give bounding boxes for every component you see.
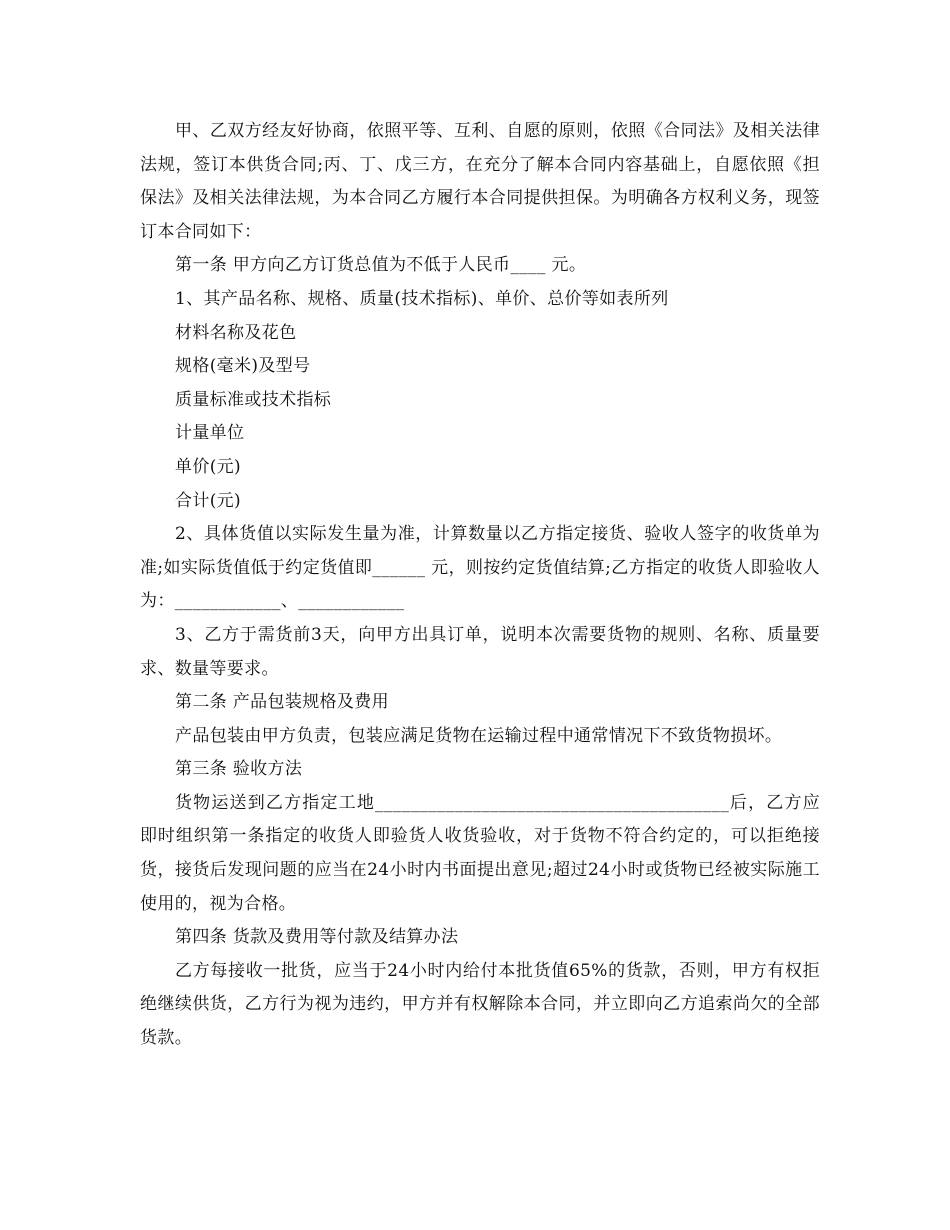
article-1-item-1: 1、其产品名称、规格、质量(技术指标)、单价、总价等如表所列 bbox=[175, 288, 669, 309]
table-field-specification: 规格(毫米)及型号 bbox=[175, 356, 311, 377]
table-field-unit: 计量单位 bbox=[175, 423, 245, 444]
article-3-body: 货物运送到乙方指定工地________________________________________后，乙方应即时组织第一条指定的收货人即验货人收货验收，对于货物不符合约定的，可以拒绝接货，接货后发现问题的应当在24小时内书面提出意见;超过24小时或货物已经被实际施工使用的，视为合格。 bbox=[140, 792, 820, 914]
preamble-paragraph: 甲、乙双方经友好协商，依照平等、互利、自愿的原则，依照《合同法》及相关法律法规，签订本供货合同;丙、丁、戊三方，在充分了解本合同内容基础上，自愿依照《担保法》及相关法律法规，为本合同乙方履行本合同提供担保。为明确各方权利义务，现签订本合同如下： bbox=[140, 121, 820, 242]
table-field-material-name: 材料名称及花色 bbox=[175, 322, 297, 343]
article-4-heading: 第四条 货款及费用等付款及结算办法 bbox=[175, 927, 459, 948]
article-2-heading: 第二条 产品包装规格及费用 bbox=[175, 692, 389, 713]
article-1-item-2: 2、具体货值以实际发生量为准，计算数量以乙方指定接货、验收人签字的收货单为准;如实际货值低于约定货值即______ 元，则按约定货值结算;乙方指定的收货人即验收人为：____________、____________ bbox=[140, 524, 820, 612]
table-field-total: 合计(元) bbox=[175, 490, 242, 511]
article-4-body: 乙方每接收一批货，应当于24小时内给付本批货值65%的货款，否则，甲方有权拒绝继续供货，乙方行为视为违约，甲方并有权解除本合同，并立即向乙方追索尚欠的全部货款。 bbox=[140, 960, 820, 1049]
article-3-heading: 第三条 验收方法 bbox=[175, 759, 303, 780]
document-body bbox=[140, 115, 820, 1056]
article-2-body: 产品包装由甲方负责，包装应满足货物在运输过程中通常情况下不致货物损坏。 bbox=[175, 725, 783, 746]
table-field-unit-price: 单价(元) bbox=[175, 456, 242, 477]
table-field-quality-standard: 质量标准或技术指标 bbox=[175, 389, 332, 410]
article-1-heading: 第一条 甲方向乙方订货总值为不低于人民币____ 元。 bbox=[175, 255, 587, 276]
article-1-item-3: 3、乙方于需货前3天，向甲方出具订单，说明本次需要货物的规则、名称、质量要求、数量等要求。 bbox=[140, 624, 820, 679]
